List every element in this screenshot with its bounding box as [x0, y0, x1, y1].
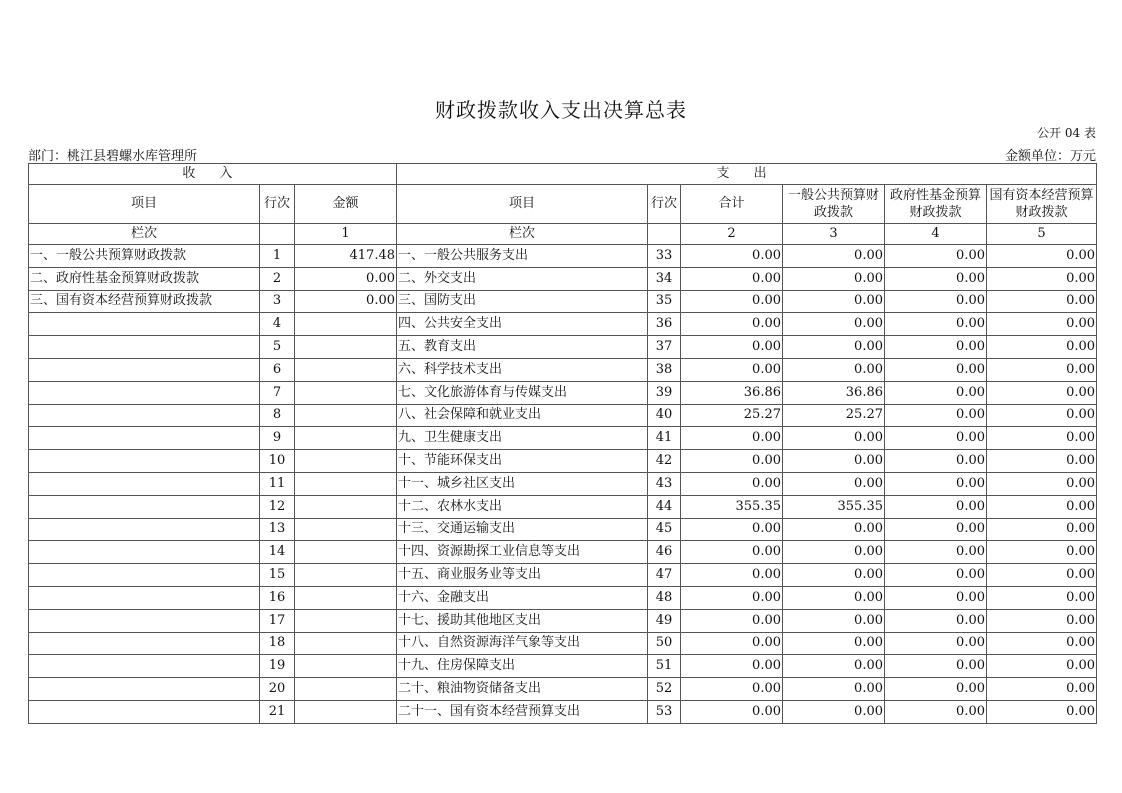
state-capital-cell: 0.00 — [987, 381, 1097, 404]
state-capital-cell: 0.00 — [987, 655, 1097, 678]
table-row — [29, 290, 1097, 313]
general-budget-cell: 0.00 — [783, 472, 885, 495]
expense-rowno-cell: 40 — [648, 404, 681, 427]
income-item-cell — [29, 450, 260, 473]
gov-fund-cell: 0.00 — [885, 336, 987, 359]
income-amount-cell — [295, 655, 397, 678]
income-amount-cell — [295, 450, 397, 473]
gov-fund-cell: 0.00 — [885, 609, 987, 632]
state-capital-cell: 0.00 — [987, 404, 1097, 427]
expense-rowno-cell: 33 — [648, 245, 681, 268]
table-row — [29, 313, 1097, 336]
total-cell: 0.00 — [681, 290, 783, 313]
income-amount-cell — [295, 427, 397, 450]
general-budget-cell: 0.00 — [783, 564, 885, 587]
income-rowno-cell: 16 — [260, 586, 295, 609]
general-budget-cell: 0.00 — [783, 290, 885, 313]
income-amount-cell — [295, 564, 397, 587]
state-capital-cell: 0.00 — [987, 427, 1097, 450]
income-rowno-cell: 10 — [260, 450, 295, 473]
total-cell: 0.00 — [681, 472, 783, 495]
total-cell: 0.00 — [681, 655, 783, 678]
expense-rowno-cell: 44 — [648, 495, 681, 518]
income-item-cell — [29, 404, 260, 427]
gov-fund-cell: 0.00 — [885, 541, 987, 564]
table-row — [29, 518, 1097, 541]
gov-fund-cell: 0.00 — [885, 358, 987, 381]
income-amount-cell — [295, 609, 397, 632]
table-body — [29, 245, 1097, 724]
general-budget-cell: 0.00 — [783, 632, 885, 655]
total-cell: 0.00 — [681, 518, 783, 541]
income-amount-cell — [295, 586, 397, 609]
gov-fund-cell: 0.00 — [885, 700, 987, 723]
general-budget-cell: 0.00 — [783, 700, 885, 723]
table-row — [29, 404, 1097, 427]
income-rowno-cell: 6 — [260, 358, 295, 381]
income-amount-cell: 0.00 — [295, 267, 397, 290]
general-budget-header: 一般公共预算财政拨款 — [783, 185, 885, 224]
table-row — [29, 564, 1097, 587]
expense-item-cell: 四、公共安全支出 — [397, 313, 648, 336]
expense-rowno-cell: 47 — [648, 564, 681, 587]
general-budget-cell: 0.00 — [783, 541, 885, 564]
expense-rowno-cell: 35 — [648, 290, 681, 313]
income-rowno-header: 行次 — [260, 185, 295, 224]
total-cell: 0.00 — [681, 313, 783, 336]
income-item-cell — [29, 518, 260, 541]
gov-fund-header: 政府性基金预算财政拨款 — [885, 185, 987, 224]
total-cell: 0.00 — [681, 450, 783, 473]
expense-item-cell: 十四、资源勘探工业信息等支出 — [397, 541, 648, 564]
table-row — [29, 541, 1097, 564]
gov-fund-cell: 0.00 — [885, 655, 987, 678]
budget-table — [28, 163, 1097, 724]
expense-item-cell: 十三、交通运输支出 — [397, 518, 648, 541]
index-label: 栏次 — [29, 224, 260, 245]
income-item-cell — [29, 472, 260, 495]
income-section-header: 收 入 — [29, 164, 397, 185]
income-rowno-cell: 13 — [260, 518, 295, 541]
expense-rowno-cell: 34 — [648, 267, 681, 290]
expense-item-cell: 十、节能环保支出 — [397, 450, 648, 473]
general-budget-cell: 0.00 — [783, 586, 885, 609]
table-row — [29, 700, 1097, 723]
gov-fund-cell: 0.00 — [885, 381, 987, 404]
income-rowno-cell: 19 — [260, 655, 295, 678]
state-capital-cell: 0.00 — [987, 586, 1097, 609]
table-row — [29, 495, 1097, 518]
income-rowno-cell: 18 — [260, 632, 295, 655]
income-amount-cell — [295, 632, 397, 655]
state-capital-cell: 0.00 — [987, 267, 1097, 290]
expense-rowno-cell: 48 — [648, 586, 681, 609]
state-capital-cell: 0.00 — [987, 518, 1097, 541]
index-row — [29, 224, 1097, 245]
form-number: 公开 04 表 — [1037, 126, 1096, 140]
income-rowno-cell: 7 — [260, 381, 295, 404]
income-item-cell — [29, 541, 260, 564]
income-amount-cell — [295, 381, 397, 404]
expense-item-cell: 十八、自然资源海洋气象等支出 — [397, 632, 648, 655]
income-amount-cell — [295, 358, 397, 381]
income-amount-cell — [295, 404, 397, 427]
general-budget-cell: 0.00 — [783, 609, 885, 632]
state-capital-cell: 0.00 — [987, 313, 1097, 336]
expense-item-cell: 十九、住房保障支出 — [397, 655, 648, 678]
income-amount-cell — [295, 495, 397, 518]
expense-item-cell: 二、外交支出 — [397, 267, 648, 290]
income-rowno-cell: 14 — [260, 541, 295, 564]
general-budget-cell: 0.00 — [783, 450, 885, 473]
gov-fund-cell: 0.00 — [885, 632, 987, 655]
income-item-cell — [29, 358, 260, 381]
general-budget-cell: 0.00 — [783, 313, 885, 336]
income-project-header: 项目 — [29, 185, 260, 224]
index-general: 3 — [783, 224, 885, 245]
income-rowno-cell: 9 — [260, 427, 295, 450]
total-cell: 25.27 — [681, 404, 783, 427]
income-amount-cell — [295, 678, 397, 701]
table-row — [29, 267, 1097, 290]
expense-rowno-cell: 38 — [648, 358, 681, 381]
expense-rowno-cell: 45 — [648, 518, 681, 541]
income-rowno-cell: 11 — [260, 472, 295, 495]
income-amount-cell — [295, 313, 397, 336]
expense-rowno-cell: 51 — [648, 655, 681, 678]
table-row — [29, 472, 1097, 495]
income-rowno-cell: 3 — [260, 290, 295, 313]
state-capital-cell: 0.00 — [987, 609, 1097, 632]
expense-item-cell: 十六、金融支出 — [397, 586, 648, 609]
index-empty-cell — [260, 224, 295, 245]
income-item-cell — [29, 586, 260, 609]
expense-item-cell: 九、卫生健康支出 — [397, 427, 648, 450]
income-amount-cell — [295, 472, 397, 495]
income-rowno-cell: 1 — [260, 245, 295, 268]
total-cell: 0.00 — [681, 609, 783, 632]
income-rowno-cell: 20 — [260, 678, 295, 701]
income-item-cell — [29, 609, 260, 632]
table-row — [29, 245, 1097, 268]
expense-item-cell: 二十一、国有资本经营预算支出 — [397, 700, 648, 723]
index-total: 2 — [681, 224, 783, 245]
income-item-cell — [29, 564, 260, 587]
state-capital-cell: 0.00 — [987, 700, 1097, 723]
income-amount-cell — [295, 336, 397, 359]
state-capital-cell: 0.00 — [987, 678, 1097, 701]
expense-section-header: 支 出 — [397, 164, 1097, 185]
income-rowno-cell: 4 — [260, 313, 295, 336]
expense-rowno-cell: 39 — [648, 381, 681, 404]
total-cell: 0.00 — [681, 336, 783, 359]
gov-fund-cell: 0.00 — [885, 404, 987, 427]
expense-rowno-header: 行次 — [648, 185, 681, 224]
total-cell: 0.00 — [681, 245, 783, 268]
income-amount-header: 金额 — [295, 185, 397, 224]
general-budget-cell: 0.00 — [783, 678, 885, 701]
income-item-cell — [29, 700, 260, 723]
department-label: 部门：桃江县碧螺水库管理所 — [28, 149, 198, 164]
index-empty-cell-2 — [648, 224, 681, 245]
table-row — [29, 450, 1097, 473]
state-capital-cell: 0.00 — [987, 495, 1097, 518]
expense-rowno-cell: 52 — [648, 678, 681, 701]
state-capital-cell: 0.00 — [987, 564, 1097, 587]
general-budget-cell: 0.00 — [783, 427, 885, 450]
income-item-cell — [29, 313, 260, 336]
income-item-cell — [29, 336, 260, 359]
income-item-cell — [29, 678, 260, 701]
index-capital: 5 — [987, 224, 1097, 245]
total-cell: 0.00 — [681, 358, 783, 381]
total-cell: 0.00 — [681, 678, 783, 701]
section-header-row — [29, 164, 1097, 185]
general-budget-cell: 0.00 — [783, 358, 885, 381]
general-budget-cell: 0.00 — [783, 267, 885, 290]
income-rowno-cell: 21 — [260, 700, 295, 723]
general-budget-cell: 0.00 — [783, 518, 885, 541]
income-item-cell: 二、政府性基金预算财政拨款 — [29, 267, 260, 290]
income-item-cell: 三、国有资本经营预算财政拨款 — [29, 290, 260, 313]
total-header: 合计 — [681, 185, 783, 224]
income-rowno-cell: 8 — [260, 404, 295, 427]
total-cell: 0.00 — [681, 632, 783, 655]
table-row — [29, 427, 1097, 450]
expense-item-cell: 七、文化旅游体育与传媒支出 — [397, 381, 648, 404]
expense-rowno-cell: 43 — [648, 472, 681, 495]
total-cell: 0.00 — [681, 267, 783, 290]
state-capital-cell: 0.00 — [987, 290, 1097, 313]
total-cell: 0.00 — [681, 564, 783, 587]
income-item-cell — [29, 495, 260, 518]
income-rowno-cell: 2 — [260, 267, 295, 290]
general-budget-cell: 355.35 — [783, 495, 885, 518]
gov-fund-cell: 0.00 — [885, 678, 987, 701]
gov-fund-cell: 0.00 — [885, 267, 987, 290]
state-capital-cell: 0.00 — [987, 336, 1097, 359]
gov-fund-cell: 0.00 — [885, 290, 987, 313]
gov-fund-cell: 0.00 — [885, 450, 987, 473]
table-row — [29, 678, 1097, 701]
unit-label: 金额单位：万元 — [1004, 149, 1096, 164]
income-rowno-cell: 5 — [260, 336, 295, 359]
expense-rowno-cell: 36 — [648, 313, 681, 336]
general-budget-cell: 36.86 — [783, 381, 885, 404]
income-amount-cell: 417.48 — [295, 245, 397, 268]
index-income-amount: 1 — [295, 224, 397, 245]
income-item-cell — [29, 381, 260, 404]
gov-fund-cell: 0.00 — [885, 313, 987, 336]
state-capital-cell: 0.00 — [987, 472, 1097, 495]
table-row — [29, 336, 1097, 359]
state-capital-cell: 0.00 — [987, 450, 1097, 473]
income-amount-cell — [295, 541, 397, 564]
expense-rowno-cell: 50 — [648, 632, 681, 655]
expense-item-cell: 十一、城乡社区支出 — [397, 472, 648, 495]
gov-fund-cell: 0.00 — [885, 472, 987, 495]
total-cell: 0.00 — [681, 586, 783, 609]
income-amount-cell — [295, 518, 397, 541]
income-item-cell: 一、一般公共预算财政拨款 — [29, 245, 260, 268]
page-title: 财政拨款收入支出决算总表 — [435, 98, 687, 122]
expense-item-cell: 三、国防支出 — [397, 290, 648, 313]
state-capital-cell: 0.00 — [987, 245, 1097, 268]
column-header-row — [29, 185, 1097, 224]
general-budget-cell: 0.00 — [783, 655, 885, 678]
gov-fund-cell: 0.00 — [885, 564, 987, 587]
gov-fund-cell: 0.00 — [885, 245, 987, 268]
expense-item-cell: 八、社会保障和就业支出 — [397, 404, 648, 427]
expense-item-cell: 十五、商业服务业等支出 — [397, 564, 648, 587]
table-row — [29, 632, 1097, 655]
income-rowno-cell: 15 — [260, 564, 295, 587]
state-capital-header: 国有资本经营预算财政拨款 — [987, 185, 1097, 224]
total-cell: 0.00 — [681, 541, 783, 564]
expense-rowno-cell: 49 — [648, 609, 681, 632]
expense-rowno-cell: 53 — [648, 700, 681, 723]
general-budget-cell: 0.00 — [783, 336, 885, 359]
expense-item-cell: 六、科学技术支出 — [397, 358, 648, 381]
gov-fund-cell: 0.00 — [885, 427, 987, 450]
expense-item-cell: 十二、农林水支出 — [397, 495, 648, 518]
expense-item-cell: 二十、粮油物资储备支出 — [397, 678, 648, 701]
total-cell: 0.00 — [681, 700, 783, 723]
gov-fund-cell: 0.00 — [885, 518, 987, 541]
table-row — [29, 381, 1097, 404]
expense-rowno-cell: 42 — [648, 450, 681, 473]
table-row — [29, 358, 1097, 381]
income-amount-cell — [295, 700, 397, 723]
table-row — [29, 586, 1097, 609]
table-row — [29, 655, 1097, 678]
index-label-2: 栏次 — [397, 224, 648, 245]
expense-item-cell: 十七、援助其他地区支出 — [397, 609, 648, 632]
expense-item-cell: 五、教育支出 — [397, 336, 648, 359]
expense-rowno-cell: 46 — [648, 541, 681, 564]
expense-rowno-cell: 37 — [648, 336, 681, 359]
general-budget-cell: 0.00 — [783, 245, 885, 268]
gov-fund-cell: 0.00 — [885, 495, 987, 518]
gov-fund-cell: 0.00 — [885, 586, 987, 609]
income-rowno-cell: 12 — [260, 495, 295, 518]
income-item-cell — [29, 427, 260, 450]
income-rowno-cell: 17 — [260, 609, 295, 632]
total-cell: 0.00 — [681, 427, 783, 450]
state-capital-cell: 0.00 — [987, 541, 1097, 564]
expense-item-cell: 一、一般公共服务支出 — [397, 245, 648, 268]
expense-project-header: 项目 — [397, 185, 648, 224]
state-capital-cell: 0.00 — [987, 358, 1097, 381]
income-amount-cell: 0.00 — [295, 290, 397, 313]
index-fund: 4 — [885, 224, 987, 245]
income-item-cell — [29, 632, 260, 655]
total-cell: 355.35 — [681, 495, 783, 518]
state-capital-cell: 0.00 — [987, 632, 1097, 655]
expense-rowno-cell: 41 — [648, 427, 681, 450]
general-budget-cell: 25.27 — [783, 404, 885, 427]
income-item-cell — [29, 655, 260, 678]
total-cell: 36.86 — [681, 381, 783, 404]
table-row — [29, 609, 1097, 632]
